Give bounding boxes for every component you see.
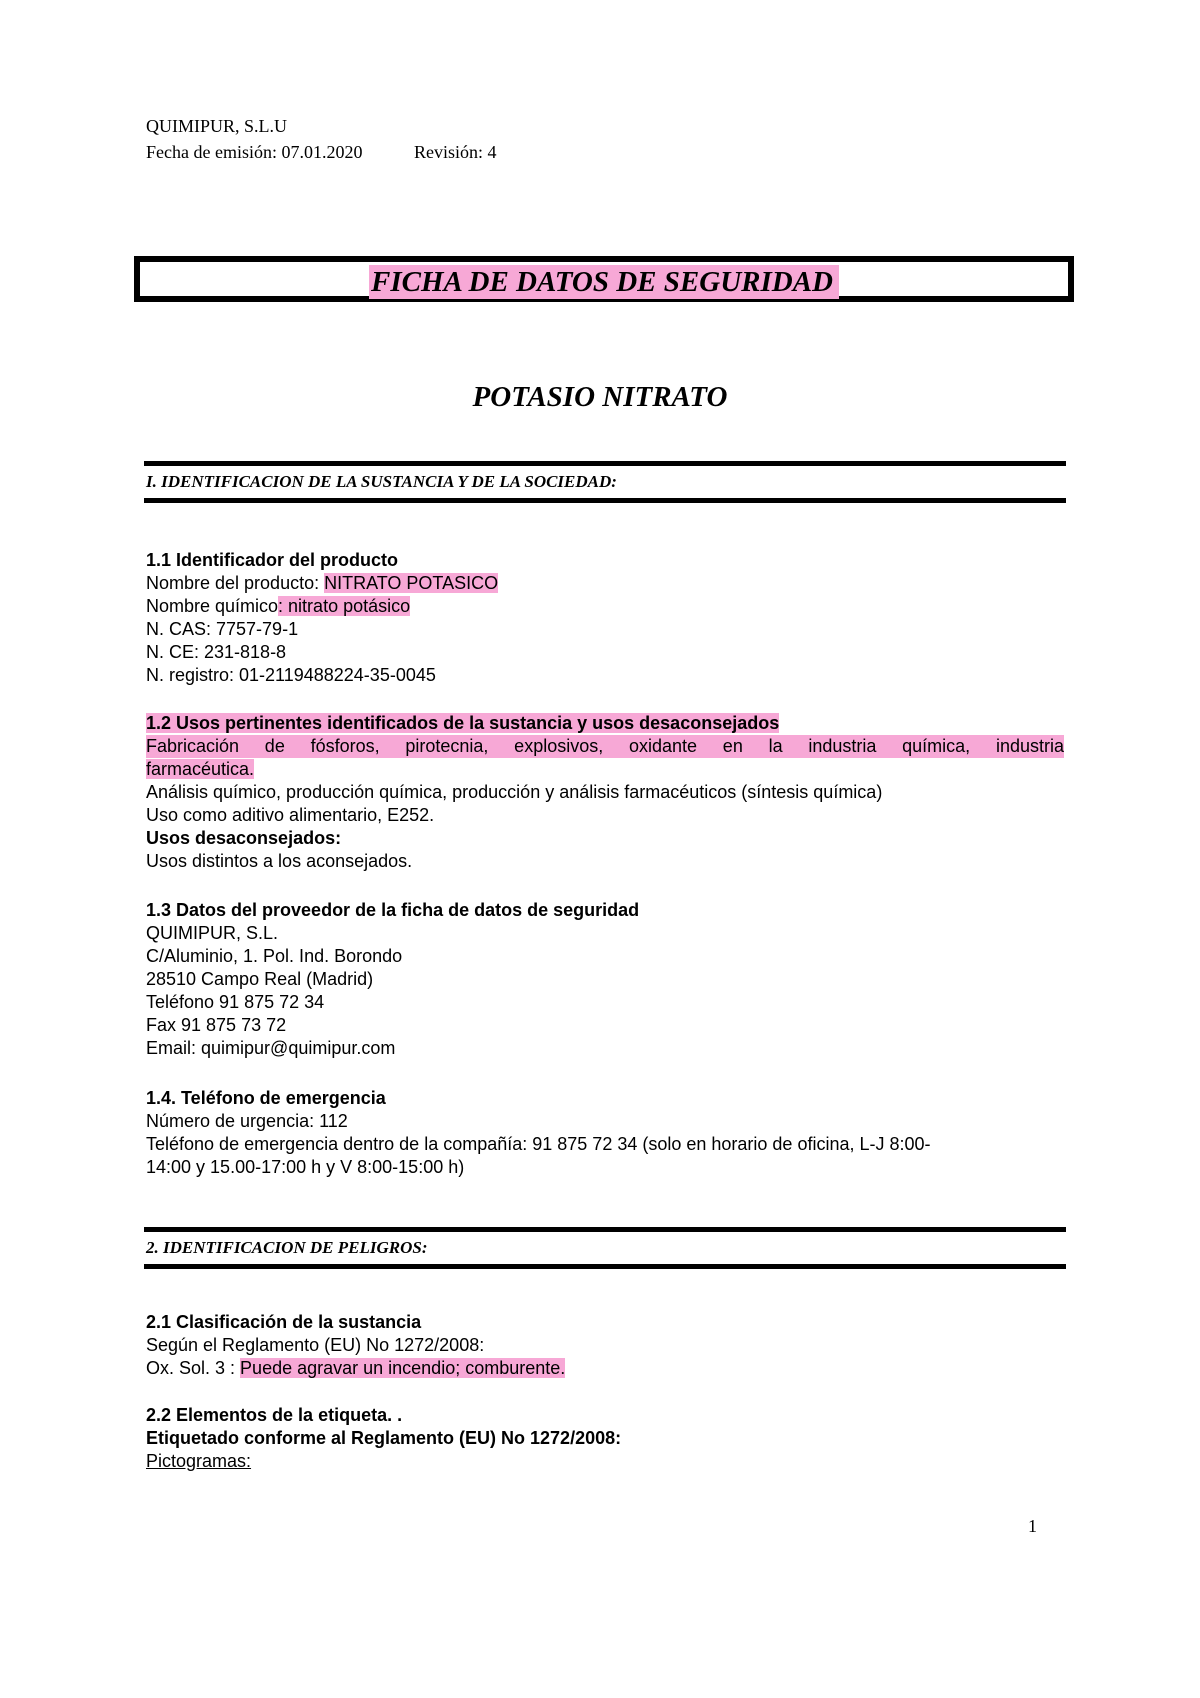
issue-date: Fecha de emisión: 07.01.2020 bbox=[146, 142, 363, 162]
pictograms-label: Pictogramas: bbox=[146, 1451, 252, 1471]
chemical-name-label: Nombre químico bbox=[146, 596, 279, 616]
section-1-1-title: 1.1 Identificador del producto bbox=[146, 550, 399, 570]
emergency-phone-line-1: Teléfono de emergencia dentro de la compañía: 91 875 72 34 (solo en horario de oficina, L-J 8:00- bbox=[146, 1134, 931, 1154]
supplier-email: Email: quimipur@quimipur.com bbox=[146, 1038, 396, 1058]
section-1-3 bbox=[146, 899, 1064, 1060]
registration-number: N. registro: 01-2119488224-35-0045 bbox=[146, 665, 436, 685]
supplier-city: 28510 Campo Real (Madrid) bbox=[146, 969, 374, 989]
section-1-4 bbox=[146, 1087, 1064, 1179]
company-header: QUIMIPUR, S.L.U bbox=[146, 116, 288, 136]
document-title: FICHA DE DATOS DE SEGURIDAD bbox=[369, 265, 839, 299]
emergency-phone-line-2: 14:00 y 15.00-17:00 h y V 8:00-15:00 h) bbox=[146, 1157, 465, 1177]
food-additive-use: Uso como aditivo alimentario, E252. bbox=[146, 805, 435, 825]
classification-prefix: Ox. Sol. 3 : bbox=[146, 1358, 241, 1378]
section-1-heading: I. IDENTIFICACION DE LA SUSTANCIA Y DE LA SOCIEDAD: bbox=[146, 472, 617, 491]
uses-line-2: farmacéutica. bbox=[146, 759, 255, 779]
section-1-2 bbox=[146, 712, 1064, 873]
section-1-2-title: 1.2 Usos pertinentes identificados de la sustancia y usos desaconsejados bbox=[146, 713, 780, 733]
section-2-2-title: 2.2 Elementos de la etiqueta. . bbox=[146, 1405, 403, 1425]
classification-regulation: Según el Reglamento (EU) No 1272/2008: bbox=[146, 1335, 485, 1355]
product-name-line bbox=[146, 572, 1064, 595]
page-number: 1 bbox=[1028, 1516, 1037, 1536]
supplier-phone: Teléfono 91 875 72 34 bbox=[146, 992, 325, 1012]
section-2-1 bbox=[146, 1311, 1064, 1380]
classification-hazard: Puede agravar un incendio; comburente. bbox=[240, 1358, 566, 1378]
classification-line bbox=[146, 1357, 1064, 1380]
section-2-heading: 2. IDENTIFICACION DE PELIGROS: bbox=[146, 1238, 428, 1257]
supplier-company: QUIMIPUR, S.L. bbox=[146, 923, 279, 943]
labeling-regulation: Etiquetado conforme al Reglamento (EU) No 1272/2008: bbox=[146, 1428, 622, 1448]
section-2-heading-bar bbox=[144, 1227, 1066, 1269]
section-1-heading-bar bbox=[144, 461, 1066, 503]
document-title-box bbox=[134, 256, 1074, 302]
discouraged-uses-text: Usos distintos a los aconsejados. bbox=[146, 851, 413, 871]
section-1-2-title-line bbox=[146, 712, 1064, 735]
supplier-fax: Fax 91 875 73 72 bbox=[146, 1015, 287, 1035]
cas-number: N. CAS: 7757-79-1 bbox=[146, 619, 299, 639]
chemical-name-line bbox=[146, 595, 1064, 618]
revision: Revisión: 4 bbox=[414, 142, 497, 162]
section-2-2 bbox=[146, 1404, 1064, 1473]
analysis-uses: Análisis químico, producción química, producción y análisis farmacéuticos (síntesis química) bbox=[146, 782, 883, 802]
section-2-1-title: 2.1 Clasificación de la sustancia bbox=[146, 1312, 422, 1332]
section-1-3-title: 1.3 Datos del proveedor de la ficha de datos de seguridad bbox=[146, 900, 640, 920]
product-name-value: NITRATO POTASICO bbox=[324, 573, 499, 593]
uses-line-1: Fabricación de fósforos, pirotecnia, explosivos, oxidante en la industria química, industria bbox=[146, 736, 1064, 756]
ce-number: N. CE: 231-818-8 bbox=[146, 642, 287, 662]
uses-line-2-wrap bbox=[146, 758, 1064, 781]
section-1-1 bbox=[146, 549, 1064, 687]
supplier-address: C/Aluminio, 1. Pol. Ind. Borondo bbox=[146, 946, 403, 966]
discouraged-uses-title: Usos desaconsejados: bbox=[146, 828, 342, 848]
product-name-label: Nombre del producto: bbox=[146, 573, 325, 593]
section-1-4-title: 1.4. Teléfono de emergencia bbox=[146, 1088, 386, 1108]
chemical-name-value: : nitrato potásico bbox=[278, 596, 411, 616]
pictograms-line bbox=[146, 1450, 1064, 1473]
urgency-number: Número de urgencia: 112 bbox=[146, 1111, 348, 1131]
product-title: POTASIO NITRATO bbox=[472, 381, 728, 413]
